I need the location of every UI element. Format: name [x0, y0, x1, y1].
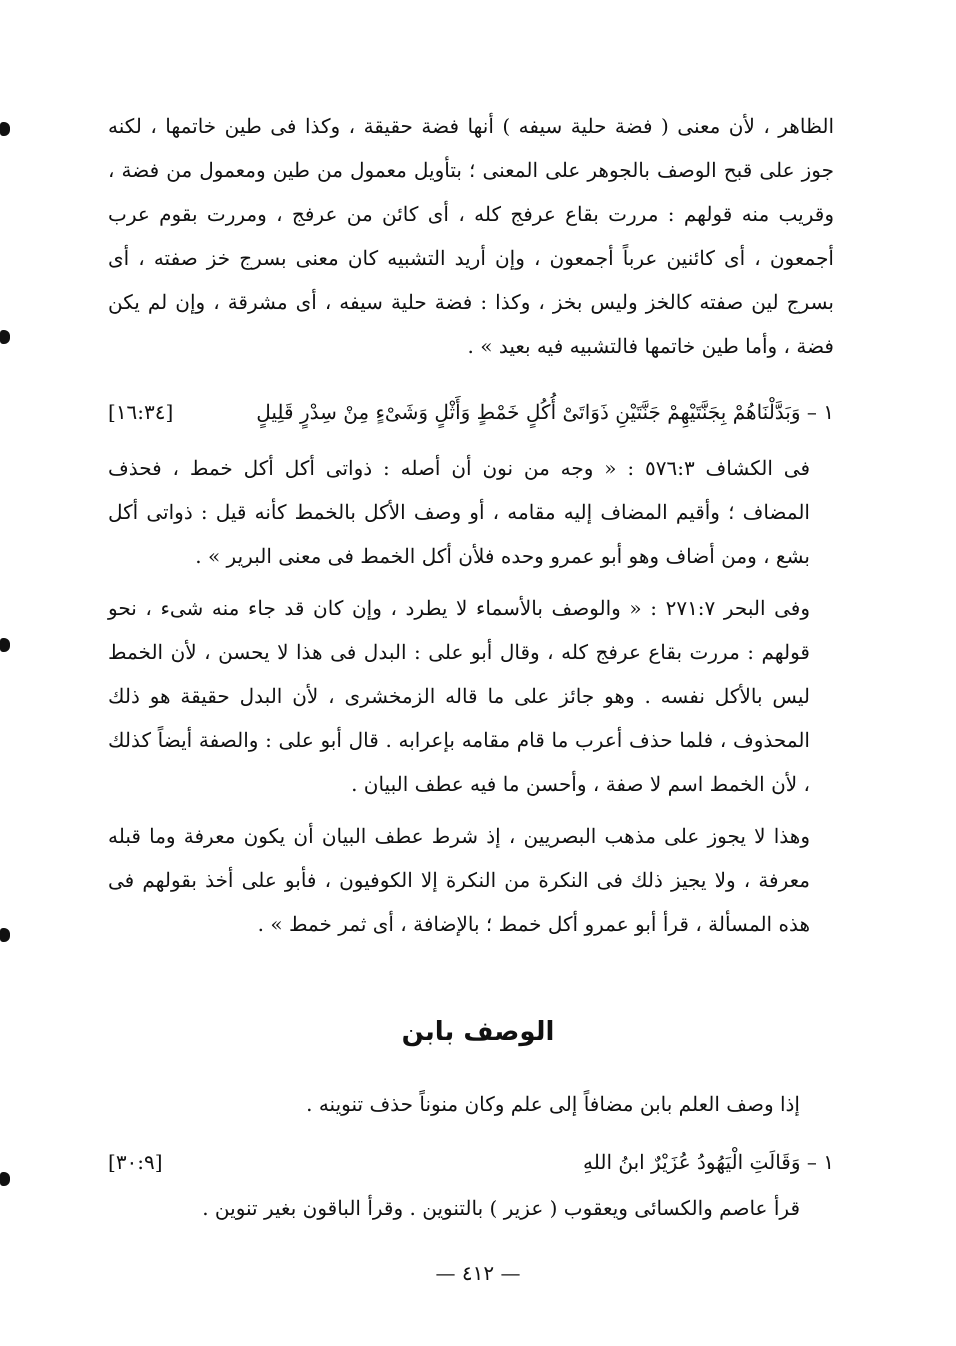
note-text	[108, 1186, 834, 1230]
verse-text: ١ – وَبَدَّلْنَاهُمْ بِجَنَّتَيْهِمْ جَنَّتَيْنِ ذَوَاتَىْ أُكُلٍ خَمْطٍ وَأَثْلٍ وَشَىْءٍ مِنْ سِدْرٍ قَلِيلٍ	[256, 400, 834, 424]
section-heading: الوصف بابن	[401, 1017, 555, 1047]
margin-mark	[0, 638, 10, 652]
margin-mark	[0, 1172, 10, 1186]
paragraph: وهذا لا يجوز على مذهب البصريين ، إذ شرط عطف البيان أن يكون معرفة وما قبله معرفة ، ولا يجيز ذلك فى النكرة من النكرة إلا الكوفيون ، فأبو على أخذ بقولهم فى هذه المسألة ، قرأ أبو عمرو أكل خمط ؛ بالإضافة ، أى ثمر خمط » .	[108, 824, 810, 936]
paragraph: وفى البحر ٢٧١:٧ : « والوصف بالأسماء لا يطرد ، وإن كان قد جاء منه شىء ، نحو قولهم : مررت بقاع عرفج كله ، وقال أبو على : البدل فى هذا لا يحسن ، لأن الخمط ليس بالأكل نفسه . وهو جائز على ما قاله الزمخشرى ، لأن البدل حقيقة هو ذلك المحذوف ، فلما حذف أعرب ما قام مقامه بإعرابه . قال أبو على : والصفة أيضاً كذلك ، لأن الخمط اسم لا صفة ، وأحسن ما فيه عطف البيان .	[108, 596, 811, 796]
paragraph: فى الكشاف ٥٧٦:٣ : « وجه من نون أن أصله : ذواتى أكل أكل خمط ، فحذف المضاف ؛ وأقيم المضاف إليه مقامه ، أو وصف الأكل بالخمط كأنه قيل : ذواتى أكل بشع ، ومن أضاف وهو أبو عمرو وحده فلأن أكل الخمط فى معنى البرير » .	[108, 456, 811, 568]
margin-mark	[0, 330, 10, 344]
paragraph: الظاهر ، لأن معنى ( فضة حلية سيفه ) أنها فضة حقيقة ، وكذا فى طين خاتمها ، لكنه جوز على قبح الوصف بالجوهر على المعنى ؛ بتأويل معمول من طين ومعمول من فضة ، وقريب منه قولهم : مررت بقاع عرفج كله ، أى كائن من عرفج ، ومررت بقوم عرب أجمعون ، أى كائنين عرباً أجمعون ، وإن أريد التشبيه كان معنى بسرج خز صفته ، أى بسرج لين صفته كالخز وليس بخز ، وكذا : فضة حلية سيفه ، أى مشرقة ، وإن لم يكن فضة ، وأما طين خاتمها فالتشبيه فيه بعيد » .	[108, 114, 834, 358]
margin-mark	[0, 122, 10, 136]
page-number: — ٤١٢ —	[435, 1261, 521, 1285]
top-text-block	[108, 104, 834, 368]
quran-verse-2	[108, 1142, 834, 1182]
paragraph: إذا وصف العلم بابن مضافاً إلى علم وكان منوناً حذف تنوينه .	[306, 1092, 800, 1116]
verse-reference: [٣٠:٩]	[108, 1150, 163, 1174]
quran-verse-1	[108, 392, 834, 432]
paragraph: قرأ عاصم والكسائى ويعقوب ( عزير ) بالتنوين . وقرأ الباقون بغير تنوين .	[202, 1196, 800, 1220]
margin-mark	[0, 928, 10, 942]
verse-text: ١ – وَقَالَتِ الْيَهُودُ عُزَيْرٌ ابنُ اللهِ	[583, 1150, 834, 1174]
middle-text-block	[108, 446, 834, 946]
verse-reference: [١٦:٣٤]	[108, 400, 174, 424]
rule-text	[108, 1082, 834, 1126]
